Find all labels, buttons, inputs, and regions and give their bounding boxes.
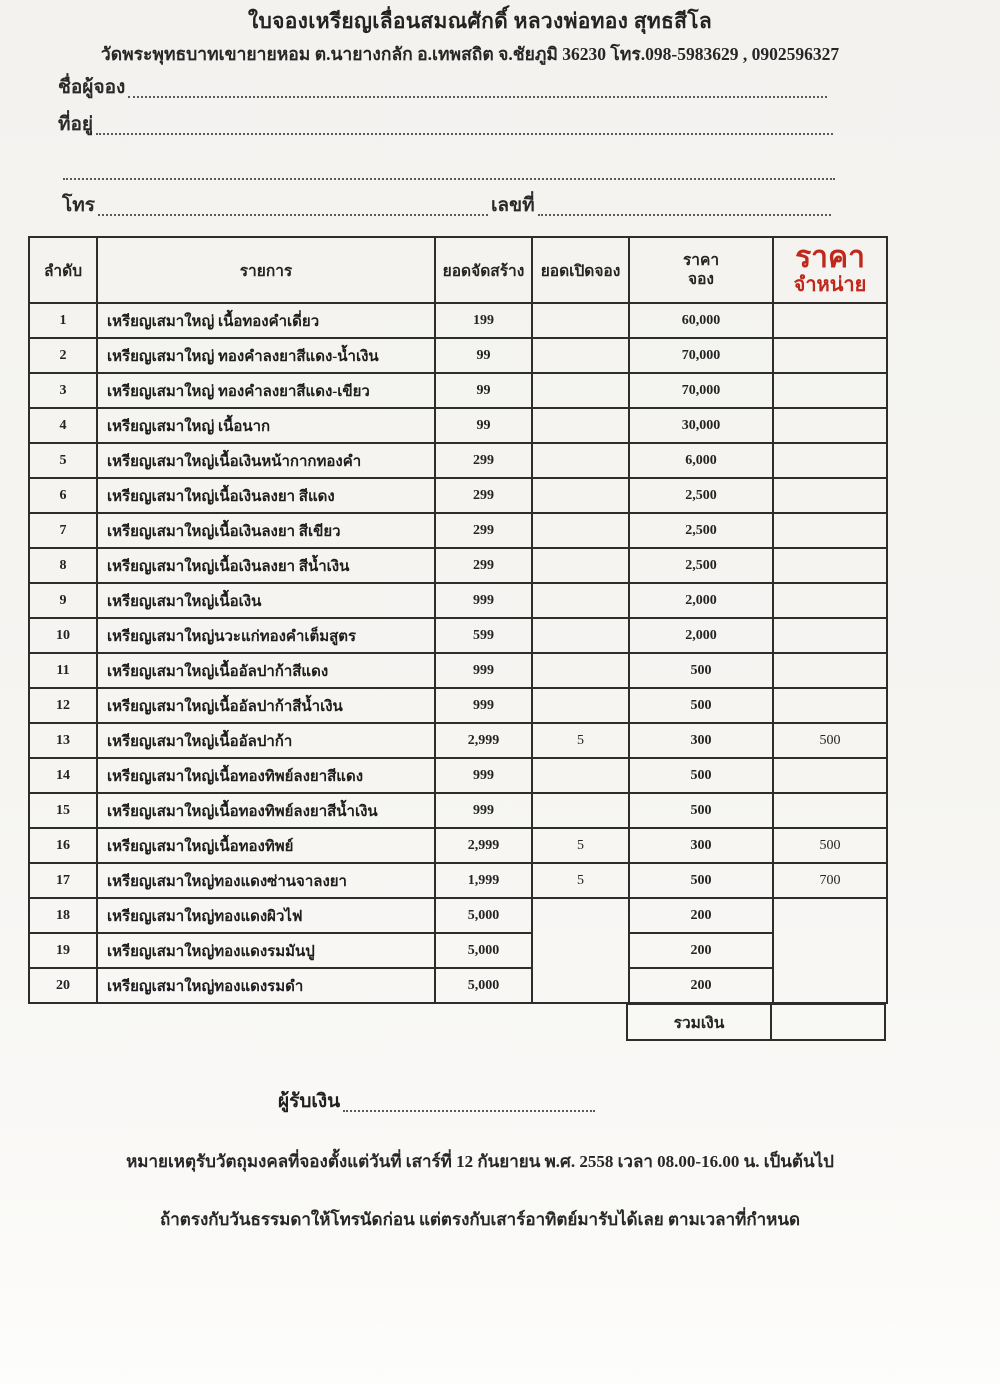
table-row xyxy=(29,548,887,583)
row-no: 3 xyxy=(29,373,97,408)
address-continuation-row xyxy=(60,158,838,184)
receipt-number-label: เลขที่ xyxy=(490,195,535,216)
receipt-number-fill-line xyxy=(538,214,831,216)
page-title: ใบจองเหรียญเลื่อนสมณศักดิ์ หลวงพ่อทอง สุทธสีโล xyxy=(247,9,713,33)
row-no: 13 xyxy=(29,723,97,758)
made-qty: 99 xyxy=(435,373,532,408)
reserve-price: 300 xyxy=(629,723,773,758)
item-name: เหรียญเสมาใหญ่เนื้อทองทิพย์ลงยาสีน้ำเงิน xyxy=(97,793,435,828)
phone-and-number-field-row xyxy=(62,194,834,220)
made-qty: 99 xyxy=(435,338,532,373)
table-row xyxy=(29,338,887,373)
money-receiver-row xyxy=(278,1090,598,1116)
sale-price xyxy=(773,478,887,513)
item-name: เหรียญเสมาใหญ่ ทองคำลงยาสีแดง-น้ำเงิน xyxy=(97,338,435,373)
item-name: เหรียญเสมาใหญ่เนื้ออัลปาก้าสีแดง xyxy=(97,653,435,688)
reserve-price: 2,500 xyxy=(629,478,773,513)
sale-price xyxy=(773,758,887,793)
row-no: 7 xyxy=(29,513,97,548)
open-qty-handwritten: 5 xyxy=(532,723,629,758)
table-row xyxy=(29,723,887,758)
made-qty: 299 xyxy=(435,513,532,548)
orderer-name-fill-line xyxy=(128,96,827,98)
open-qty-handwritten: 5 xyxy=(532,828,629,863)
reserve-price: 300 xyxy=(629,828,773,863)
made-qty: 299 xyxy=(435,548,532,583)
price-header-line1: ราคา xyxy=(682,251,720,269)
sale-price xyxy=(773,338,887,373)
row-no: 15 xyxy=(29,793,97,828)
reserve-price: 500 xyxy=(629,688,773,723)
col-header-item: รายการ xyxy=(97,237,435,303)
open-qty xyxy=(532,548,629,583)
sale-price xyxy=(773,443,887,478)
sale-price xyxy=(773,618,887,653)
row-no: 16 xyxy=(29,828,97,863)
table-row xyxy=(29,583,887,618)
open-qty xyxy=(532,513,629,548)
open-qty xyxy=(532,688,629,723)
item-name: เหรียญเสมาใหญ่เนื้อเงินหน้ากากทองคำ xyxy=(97,443,435,478)
item-name: เหรียญเสมาใหญ่ทองแดงรมมันปู xyxy=(97,933,435,968)
reserve-price: 30,000 xyxy=(629,408,773,443)
item-name: เหรียญเสมาใหญ่เนื้ออัลปาก้า xyxy=(97,723,435,758)
table-row xyxy=(29,898,887,933)
open-qty xyxy=(532,618,629,653)
sale-price-handwritten: 700 xyxy=(773,863,887,898)
money-receiver-label: ผู้รับเงิน xyxy=(278,1091,341,1112)
made-qty: 99 xyxy=(435,408,532,443)
sale-price xyxy=(773,688,887,723)
row-no: 20 xyxy=(29,968,97,1003)
item-name: เหรียญเสมาใหญ่ เนื้อทองคำเดี่ยว xyxy=(97,303,435,338)
sale-price xyxy=(773,303,887,338)
col-header-price xyxy=(629,237,773,303)
table-row xyxy=(29,618,887,653)
address-fill-line-2 xyxy=(63,178,835,180)
reserve-price: 200 xyxy=(629,933,773,968)
open-qty xyxy=(532,653,629,688)
orderer-name-field-row xyxy=(58,76,830,102)
money-receiver-fill-line xyxy=(343,1110,595,1112)
phone-label: โทร xyxy=(62,195,95,216)
row-no: 9 xyxy=(29,583,97,618)
reserve-price: 2,500 xyxy=(629,548,773,583)
open-qty-handwritten: 5 xyxy=(532,863,629,898)
phone-fill-line xyxy=(98,214,488,216)
item-name: เหรียญเสมาใหญ่ เนื้อนาก xyxy=(97,408,435,443)
item-name: เหรียญเสมาใหญ่ทองแดงซ่านจาลงยา xyxy=(97,863,435,898)
open-qty xyxy=(532,793,629,828)
reserve-price: 200 xyxy=(629,898,773,933)
row-no: 1 xyxy=(29,303,97,338)
col-header-no: ลำดับ xyxy=(29,237,97,303)
reserve-price: 70,000 xyxy=(629,373,773,408)
made-qty: 5,000 xyxy=(435,898,532,933)
sale-price xyxy=(773,793,887,828)
row-no: 18 xyxy=(29,898,97,933)
sale-price xyxy=(773,583,887,618)
table-row xyxy=(29,373,887,408)
open-qty xyxy=(532,758,629,793)
item-name: เหรียญเสมาใหญ่ทองแดงรมดำ xyxy=(97,968,435,1003)
table-row xyxy=(29,933,887,968)
made-qty: 199 xyxy=(435,303,532,338)
row-no: 8 xyxy=(29,548,97,583)
made-qty: 999 xyxy=(435,653,532,688)
item-name: เหรียญเสมาใหญ่เนื้อเงินลงยา สีน้ำเงิน xyxy=(97,548,435,583)
open-qty xyxy=(532,478,629,513)
made-qty: 999 xyxy=(435,793,532,828)
item-name: เหรียญเสมาใหญ่เนื้อเงินลงยา สีแดง xyxy=(97,478,435,513)
order-table-header xyxy=(29,237,887,303)
sale-price xyxy=(773,373,887,408)
total-value xyxy=(770,1003,886,1041)
item-name: เหรียญเสมาใหญ่เนื้ออัลปาก้าสีน้ำเงิน xyxy=(97,688,435,723)
made-qty: 299 xyxy=(435,478,532,513)
row-no: 19 xyxy=(29,933,97,968)
item-name: เหรียญเสมาใหญ่เนื้อเงินลงยา สีเขียว xyxy=(97,513,435,548)
made-qty: 999 xyxy=(435,688,532,723)
item-name: เหรียญเสมาใหญ่นวะแก่ทองคำเต็มสูตร xyxy=(97,618,435,653)
sale-price xyxy=(773,513,887,548)
made-qty: 999 xyxy=(435,583,532,618)
item-name: เหรียญเสมาใหญ่ ทองคำลงยาสีแดง-เขียว xyxy=(97,373,435,408)
order-table xyxy=(28,236,888,1004)
reserve-price: 60,000 xyxy=(629,303,773,338)
table-row xyxy=(29,303,887,338)
reserve-price: 500 xyxy=(629,653,773,688)
sale-price-handwritten: 500 xyxy=(773,828,887,863)
reserve-price: 500 xyxy=(629,793,773,828)
sale-price xyxy=(773,408,887,443)
open-qty xyxy=(532,373,629,408)
footer-note-pickup: หมายเหตุรับวัตถุมงคลที่จองตั้งแต่วันที่ เสาร์ที่ 12 กันยายน พ.ศ. 2558 เวลา 08.00-16.00 น. เป็นต้นไป xyxy=(126,1152,834,1171)
reserve-price: 200 xyxy=(629,968,773,1003)
table-row xyxy=(29,758,887,793)
made-qty: 5,000 xyxy=(435,933,532,968)
sale-price xyxy=(773,548,887,583)
row-no: 5 xyxy=(29,443,97,478)
table-row xyxy=(29,513,887,548)
item-name: เหรียญเสมาใหญ่เนื้อทองทิพย์ลงยาสีแดง xyxy=(97,758,435,793)
col-header-made: ยอดจัดสร้าง xyxy=(435,237,532,303)
address-fill-line xyxy=(96,133,833,135)
reserve-price: 70,000 xyxy=(629,338,773,373)
made-qty: 1,999 xyxy=(435,863,532,898)
address-field-row xyxy=(58,113,836,139)
row-no: 12 xyxy=(29,688,97,723)
open-qty xyxy=(532,303,629,338)
sale-header-line2: จำหน่าย xyxy=(793,274,867,297)
table-row xyxy=(29,478,887,513)
col-header-open: ยอดเปิดจอง xyxy=(532,237,629,303)
table-row xyxy=(29,863,887,898)
reserve-price: 2,000 xyxy=(629,583,773,618)
row-no: 11 xyxy=(29,653,97,688)
table-row xyxy=(29,408,887,443)
total-label: รวมเงิน xyxy=(626,1003,772,1041)
reserve-price: 2,000 xyxy=(629,618,773,653)
item-name: เหรียญเสมาใหญ่เนื้อเงิน xyxy=(97,583,435,618)
row-no: 17 xyxy=(29,863,97,898)
row-no: 10 xyxy=(29,618,97,653)
orderer-name-label: ชื่อผู้จอง xyxy=(58,77,126,98)
row-no: 2 xyxy=(29,338,97,373)
open-qty xyxy=(532,583,629,618)
reserve-price: 500 xyxy=(629,758,773,793)
sale-price-merged-empty xyxy=(773,898,887,1003)
item-name: เหรียญเสมาใหญ่ทองแดงผิวไฟ xyxy=(97,898,435,933)
item-name: เหรียญเสมาใหญ่เนื้อทองทิพย์ xyxy=(97,828,435,863)
open-qty xyxy=(532,408,629,443)
row-no: 14 xyxy=(29,758,97,793)
made-qty: 5,000 xyxy=(435,968,532,1003)
sale-header-line1: ราคา xyxy=(795,240,865,274)
open-qty xyxy=(532,338,629,373)
made-qty: 2,999 xyxy=(435,723,532,758)
made-qty: 2,999 xyxy=(435,828,532,863)
reserve-price: 6,000 xyxy=(629,443,773,478)
reserve-price: 2,500 xyxy=(629,513,773,548)
total-row xyxy=(626,1003,886,1041)
open-qty-merged-empty xyxy=(532,898,629,1003)
address-label: ที่อยู่ xyxy=(58,114,94,135)
header-row xyxy=(29,237,887,303)
made-qty: 999 xyxy=(435,758,532,793)
temple-address-line: วัดพระพุทธบาทเขายายหอม ต.นายางกลัก อ.เทพสถิต จ.ชัยภูมิ 36230 โทร.098-5983629 , 0902596327 xyxy=(100,44,840,64)
price-header-line2: จอง xyxy=(688,271,714,288)
footer-note-weekday: ถ้าตรงกับวันธรรมดาให้โทรนัดก่อน แต่ตรงกับเสาร์อาทิตย์มารับได้เลย ตามเวลาที่กำหนด xyxy=(159,1210,801,1229)
col-header-sale xyxy=(773,237,887,303)
table-row xyxy=(29,443,887,478)
table-row xyxy=(29,653,887,688)
table-row xyxy=(29,688,887,723)
made-qty: 599 xyxy=(435,618,532,653)
sale-price-handwritten: 500 xyxy=(773,723,887,758)
reserve-price: 500 xyxy=(629,863,773,898)
made-qty: 299 xyxy=(435,443,532,478)
table-row xyxy=(29,793,887,828)
table-row xyxy=(29,828,887,863)
row-no: 6 xyxy=(29,478,97,513)
table-row xyxy=(29,968,887,1003)
order-table-body xyxy=(29,303,887,1003)
sale-price xyxy=(773,653,887,688)
open-qty xyxy=(532,443,629,478)
row-no: 4 xyxy=(29,408,97,443)
